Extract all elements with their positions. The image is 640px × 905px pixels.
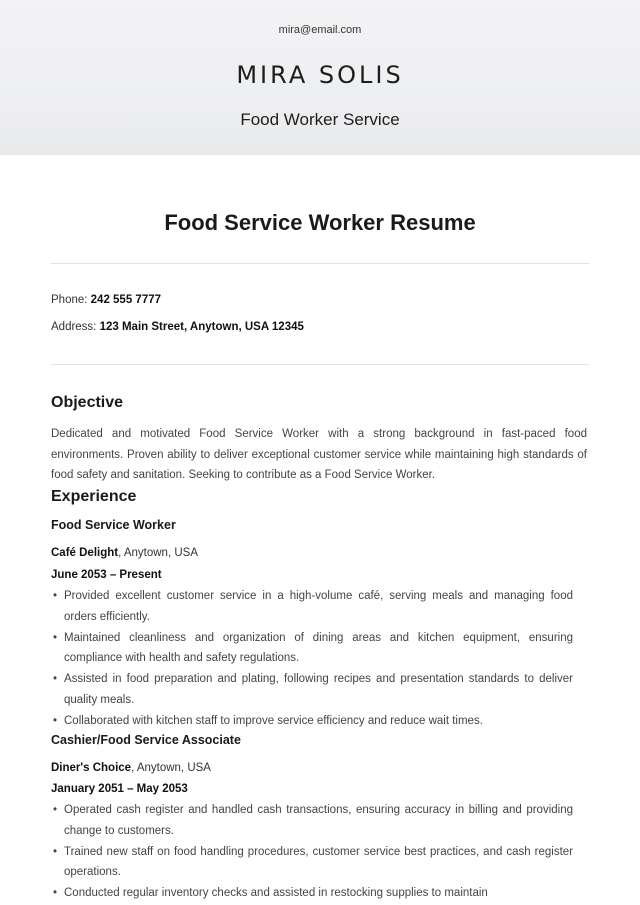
bullet-icon: •: [53, 590, 58, 602]
list-item: [51, 586, 573, 628]
address-label: Address:: [51, 321, 97, 333]
bullet-icon: •: [53, 631, 58, 644]
job-title: Food Service Worker: [51, 518, 176, 532]
header-role: Food Worker Service: [240, 110, 400, 129]
job-dates: January 2051 – May 2053: [51, 783, 188, 795]
job-bullets: [51, 800, 573, 904]
phone-label: Phone:: [51, 294, 88, 306]
list-item: [51, 883, 573, 904]
job-title: Cashier/Food Service Associate: [51, 733, 241, 747]
document-title: Food Service Worker Resume: [164, 210, 476, 235]
company-line: [51, 547, 198, 559]
phone-line: [51, 294, 161, 306]
job-bullets: [51, 586, 573, 732]
list-item: [51, 711, 573, 732]
header-name: MIRA SOLIS: [236, 61, 404, 89]
company-line: [51, 762, 211, 774]
objective-heading: Objective: [51, 394, 124, 411]
bullet-text: Maintained cleanliness and organization of dining areas and kitchen equipment, ensuring compliance with health and safety regulations.: [64, 631, 573, 665]
bullet-icon: •: [53, 887, 58, 900]
address-value: 123 Main Street, Anytown, USA 12345: [99, 321, 304, 333]
bullet-icon: •: [53, 845, 58, 858]
company-location: , Anytown, USA: [131, 762, 211, 774]
divider: [51, 364, 589, 365]
bullet-text: Operated cash register and handled cash transactions, ensuring accuracy in billing and providing change to customers.: [64, 804, 573, 837]
list-item: [51, 800, 573, 842]
company-name: Diner's Choice: [51, 762, 132, 774]
bullet-icon: •: [53, 673, 58, 686]
company-name: Café Delight: [51, 547, 119, 559]
bullet-text: Collaborated with kitchen staff to improve service efficiency and reduce wait times.: [64, 714, 483, 727]
bullet-text: Assisted in food preparation and plating, following recipes and presentation standards to deliver quality meals.: [64, 673, 573, 706]
experience-heading: Experience: [51, 488, 137, 505]
address-line: [51, 321, 304, 333]
bullet-text: Trained new staff on food handling procedures, customer service best practices, and cash register operations.: [64, 845, 573, 879]
list-item: [51, 628, 573, 670]
resume-header: [0, 0, 640, 155]
divider: [51, 263, 589, 264]
company-location: , Anytown, USA: [118, 547, 198, 559]
list-item: [51, 669, 573, 711]
bullet-text: Provided excellent customer service in a high-volume café, serving meals and managing food orders efficiently.: [64, 590, 573, 623]
objective-text: Dedicated and motivated Food Service Worker with a strong background in fast-paced food environments. Proven ability to deliver exceptional customer service while maintaining high standards of food safety and sanitation. Seeking to contribute as a Food Service Worker.: [51, 428, 587, 481]
phone-value: 242 555 7777: [90, 294, 162, 306]
list-item: [51, 842, 573, 884]
bullet-text: Conducted regular inventory checks and assisted in restocking supplies to maintain: [64, 887, 488, 900]
job-dates: June 2053 – Present: [51, 569, 162, 581]
header-email[interactable]: mira@email.com: [278, 24, 362, 36]
bullet-icon: •: [53, 804, 58, 816]
bullet-icon: •: [53, 714, 58, 727]
